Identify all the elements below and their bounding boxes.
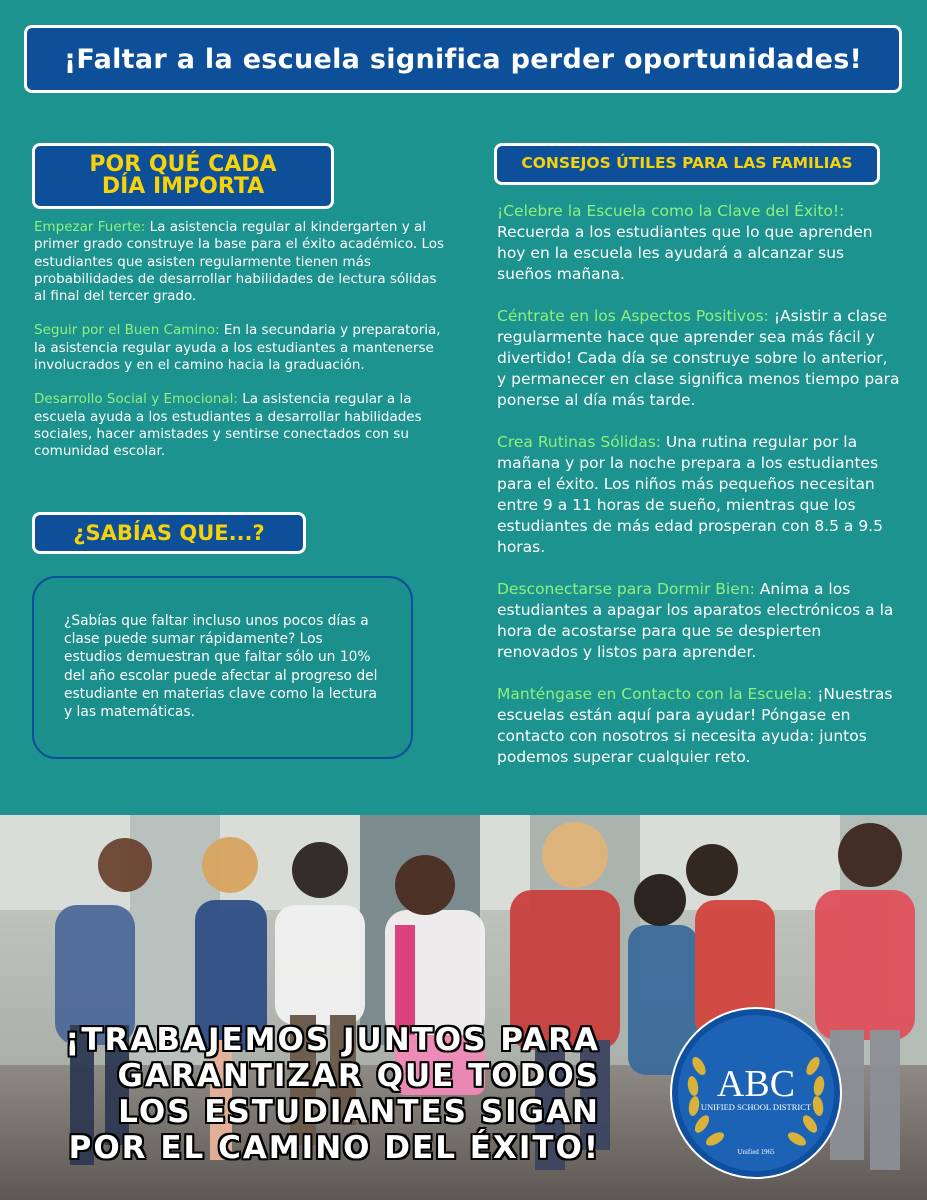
flyer-title: ¡Faltar a la escuela significa perder oportunidades! (63, 43, 863, 75)
title-banner (24, 25, 902, 93)
tips-heading: CONSEJOS ÚTILES PARA LAS FAMILIAS (521, 154, 853, 173)
logo-subtitle: UNIFIED SCHOOL DISTRICT (700, 1102, 812, 1112)
tip-item-label: Desconectarse para Dormir Bien: (497, 580, 755, 598)
tip-item-text: Una rutina regular por la mañana y por la noche prepara a los estudiantes para el éxito. Los niños más pequeños necesitan entre 9 a 11 horas de sueño, mientras que los estudiantes de más edad prosperan con 8.5 a 9.5 horas. (497, 433, 883, 556)
slogan-line: POR EL CAMINO DEL ÉXITO! (68, 1130, 600, 1166)
slogan-line: ¡TRABAJEMOS JUNTOS PARA (65, 1022, 600, 1058)
abc-district-logo (669, 1006, 843, 1180)
did-you-know-heading: ¿SABÍAS QUE...? (73, 520, 265, 545)
why-item (34, 391, 452, 460)
tip-item (497, 579, 901, 663)
why-heading-pill (32, 143, 334, 209)
tip-item-label: Manténgase en Contacto con la Escuela: (497, 685, 813, 703)
why-item (34, 322, 452, 374)
logo-letters: ABC (716, 1063, 796, 1105)
logo-tagline: Unified 1965 (737, 1148, 775, 1156)
slogan (0, 1022, 600, 1166)
tips-heading-pill (494, 143, 880, 185)
tip-item-text: Anima a los estudiantes a apagar los aparatos electrónicos a la hora de acostarse para que se despierten renovados y listos para aprender. (497, 580, 894, 661)
tip-item (497, 432, 901, 558)
tip-item-text: Recuerda a los estudiantes que lo que aprenden hoy en la escuela les ayudará a alcanzar sus sueños mañana. (497, 223, 873, 283)
why-item-text: En la secundaria y preparatoria, la asistencia regular ayuda a los estudiantes a mantenerse involucrados y en el camino hacia la graduación. (34, 322, 441, 374)
why-item-label: Desarrollo Social y Emocional: (34, 391, 238, 408)
tip-item (497, 306, 901, 411)
tip-item-text: ¡Asistir a clase regularmente hace que aprender sea más fácil y divertido! Cada día se construye sobre lo anterior, y permanecer en clase significa menos tiempo para ponerse al día más tarde. (497, 307, 900, 409)
why-item-text: La asistencia regular a la escuela ayuda a los estudiantes a desarrollar habilidades sociales, hacer amistades y sentirse conectados con su comunidad escolar. (34, 391, 422, 460)
slogan-line: LOS ESTUDIANTES SIGAN (118, 1094, 600, 1130)
why-item (34, 219, 452, 305)
did-you-know-body: ¿Sabías que faltar incluso unos pocos días a clase puede sumar rápidamente? Los estudios demuestran que faltar sólo un 10% del año escolar puede afectar al progreso del estudiante en materias clave como la lectura y las matemáticas. (64, 613, 378, 721)
why-section-body (34, 219, 452, 478)
why-item-text: La asistencia regular al kindergarten y al primer grado construye la base para el éxito académico. Los estudiantes que asisten regularmente tienen más probabilidades de desarrollar habilidades de lectura sólidas al final del tercer grado. (34, 219, 445, 305)
tips-section-body (497, 201, 901, 789)
tip-item-label: Crea Rutinas Sólidas: (497, 433, 661, 451)
tip-item-text: ¡Nuestras escuelas están aquí para ayudar! Póngase en contacto con nosotros si necesita ayuda: juntos podemos superar cualquier reto. (497, 685, 893, 766)
tip-item (497, 201, 901, 285)
slogan-line: GARANTIZAR QUE TODOS (117, 1058, 600, 1094)
tip-item-label: ¡Celebre la Escuela como la Clave del Éxito!: (497, 202, 845, 220)
tip-item (497, 684, 901, 768)
why-heading: POR QUÉ CADA DÍA IMPORTA (89, 152, 277, 199)
tip-item-label: Céntrate en los Aspectos Positivos: (497, 307, 769, 325)
did-you-know-box (32, 576, 413, 759)
did-you-know-heading-pill (32, 512, 306, 554)
why-item-label: Empezar Fuerte: (34, 219, 146, 235)
why-item-label: Seguir por el Buen Camino: (34, 322, 220, 339)
